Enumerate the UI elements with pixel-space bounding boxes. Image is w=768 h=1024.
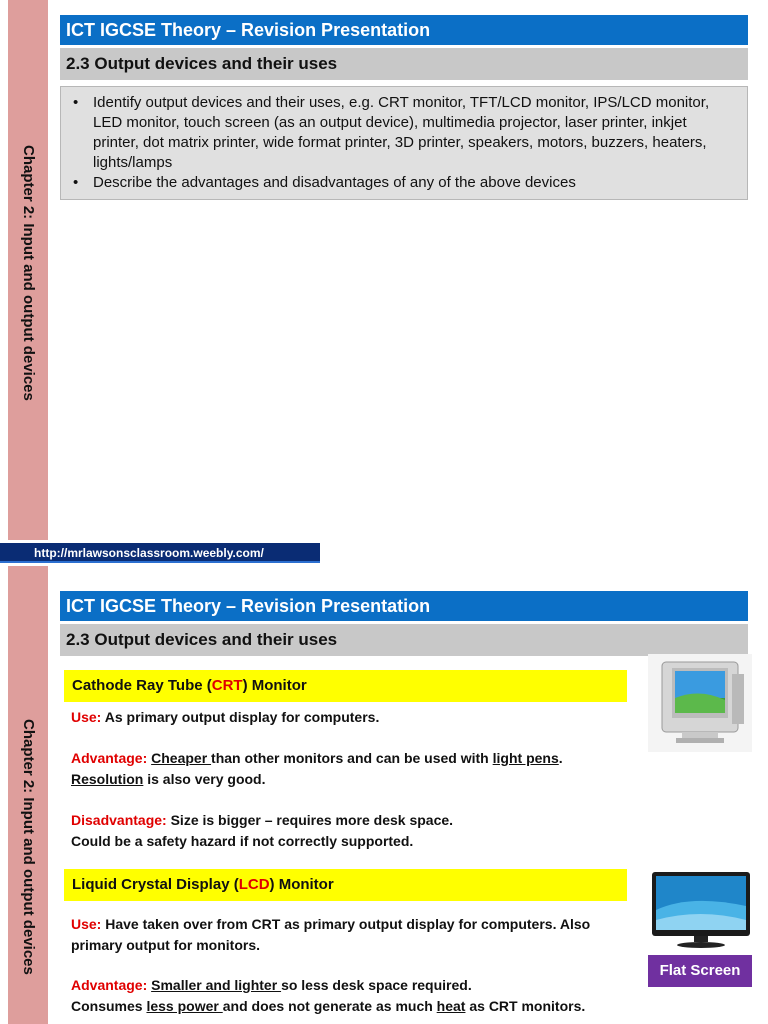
bullet-glyph: •: [73, 174, 79, 191]
objective-text: Describe the advantages and disadvantages of any of the above devices: [93, 174, 576, 191]
crt-adv-underlined: Resolution: [71, 771, 144, 787]
crt-heading-abbr: CRT: [211, 677, 243, 694]
lcd-adv-underlined: heat: [436, 998, 466, 1014]
flat-screen-monitor-image: [650, 870, 752, 950]
lcd-adv-text: so less desk space required.: [281, 977, 472, 993]
crt-adv-text: .: [558, 750, 563, 766]
bullet-glyph: •: [73, 94, 79, 111]
crt-adv-label: Advantage:: [71, 750, 148, 766]
crt-adv-text: than other monitors and can be used with: [211, 750, 493, 766]
objective-item: [67, 173, 735, 193]
crt-use: [71, 707, 631, 728]
lcd-adv-text: Consumes: [71, 998, 147, 1014]
crt-heading: [64, 670, 627, 702]
objective-text: Identify output devices and their uses, e.g. CRT monitor, TFT/LCD monitor, IPS/LCD monitor, LED monitor, touch screen (as an output device), multimedia projector, laser printer, inkjet printer, dot matrix printer, wide format printer, 3D printer, speakers, motors, buzzers, heaters, lights/lamps: [93, 94, 710, 171]
lcd-use-label: Use:: [71, 916, 102, 932]
crt-adv-text: is also very good.: [143, 771, 266, 787]
objective-item: [67, 93, 735, 173]
lcd-use-text: Have taken over from CRT as primary output display for computers. Also primary output for monitors.: [71, 916, 591, 953]
lcd-adv-text: and does not generate as much: [222, 998, 437, 1014]
slide-subtitle: 2.3 Output devices and their uses: [60, 624, 748, 656]
lcd-heading-abbr: LCD: [238, 876, 270, 893]
chapter-side-label: Chapter 2: Input and output devices: [20, 719, 37, 975]
crt-advantage: [71, 748, 631, 790]
crt-monitor-image: [648, 654, 752, 752]
objectives-list: [67, 93, 735, 193]
slide-output-devices: [0, 566, 768, 1024]
slide-title: ICT IGCSE Theory – Revision Presentation: [60, 591, 748, 621]
slide-title: ICT IGCSE Theory – Revision Presentation: [60, 15, 748, 45]
crt-use-label: Use:: [71, 709, 102, 725]
flat-screen-badge: Flat Screen: [648, 955, 752, 987]
crt-heading-pre: Cathode Ray Tube (: [72, 677, 212, 694]
website-link[interactable]: http://mrlawsonsclassroom.weebly.com/: [0, 543, 320, 563]
crt-disadvantage: [71, 810, 631, 852]
crt-dis-text: Could be a safety hazard if not correctly supported.: [71, 833, 414, 849]
lcd-adv-text: as CRT monitors.: [465, 998, 586, 1014]
lcd-adv-underlined: Smaller and lighter: [151, 977, 282, 993]
crt-dis-text: Size is bigger – requires more desk space.: [166, 812, 454, 828]
crt-adv-underlined: Cheaper: [151, 750, 212, 766]
lcd-heading: [64, 869, 627, 901]
crt-dis-label: Disadvantage:: [71, 812, 167, 828]
chapter-side-label: Chapter 2: Input and output devices: [20, 145, 37, 401]
crt-adv-underlined: light pens: [492, 750, 559, 766]
crt-heading-post: ) Monitor: [242, 677, 307, 694]
slide-subtitle: 2.3 Output devices and their uses: [60, 48, 748, 80]
lcd-adv-label: Advantage:: [71, 977, 148, 993]
objectives-box: [60, 86, 748, 200]
lcd-heading-post: ) Monitor: [269, 876, 334, 893]
crt-use-text: As primary output display for computers.: [101, 709, 380, 725]
lcd-heading-pre: Liquid Crystal Display (: [72, 876, 239, 893]
lcd-use: [71, 914, 631, 956]
lcd-adv-underlined: less power: [146, 998, 223, 1014]
lcd-advantage: [71, 975, 631, 1017]
